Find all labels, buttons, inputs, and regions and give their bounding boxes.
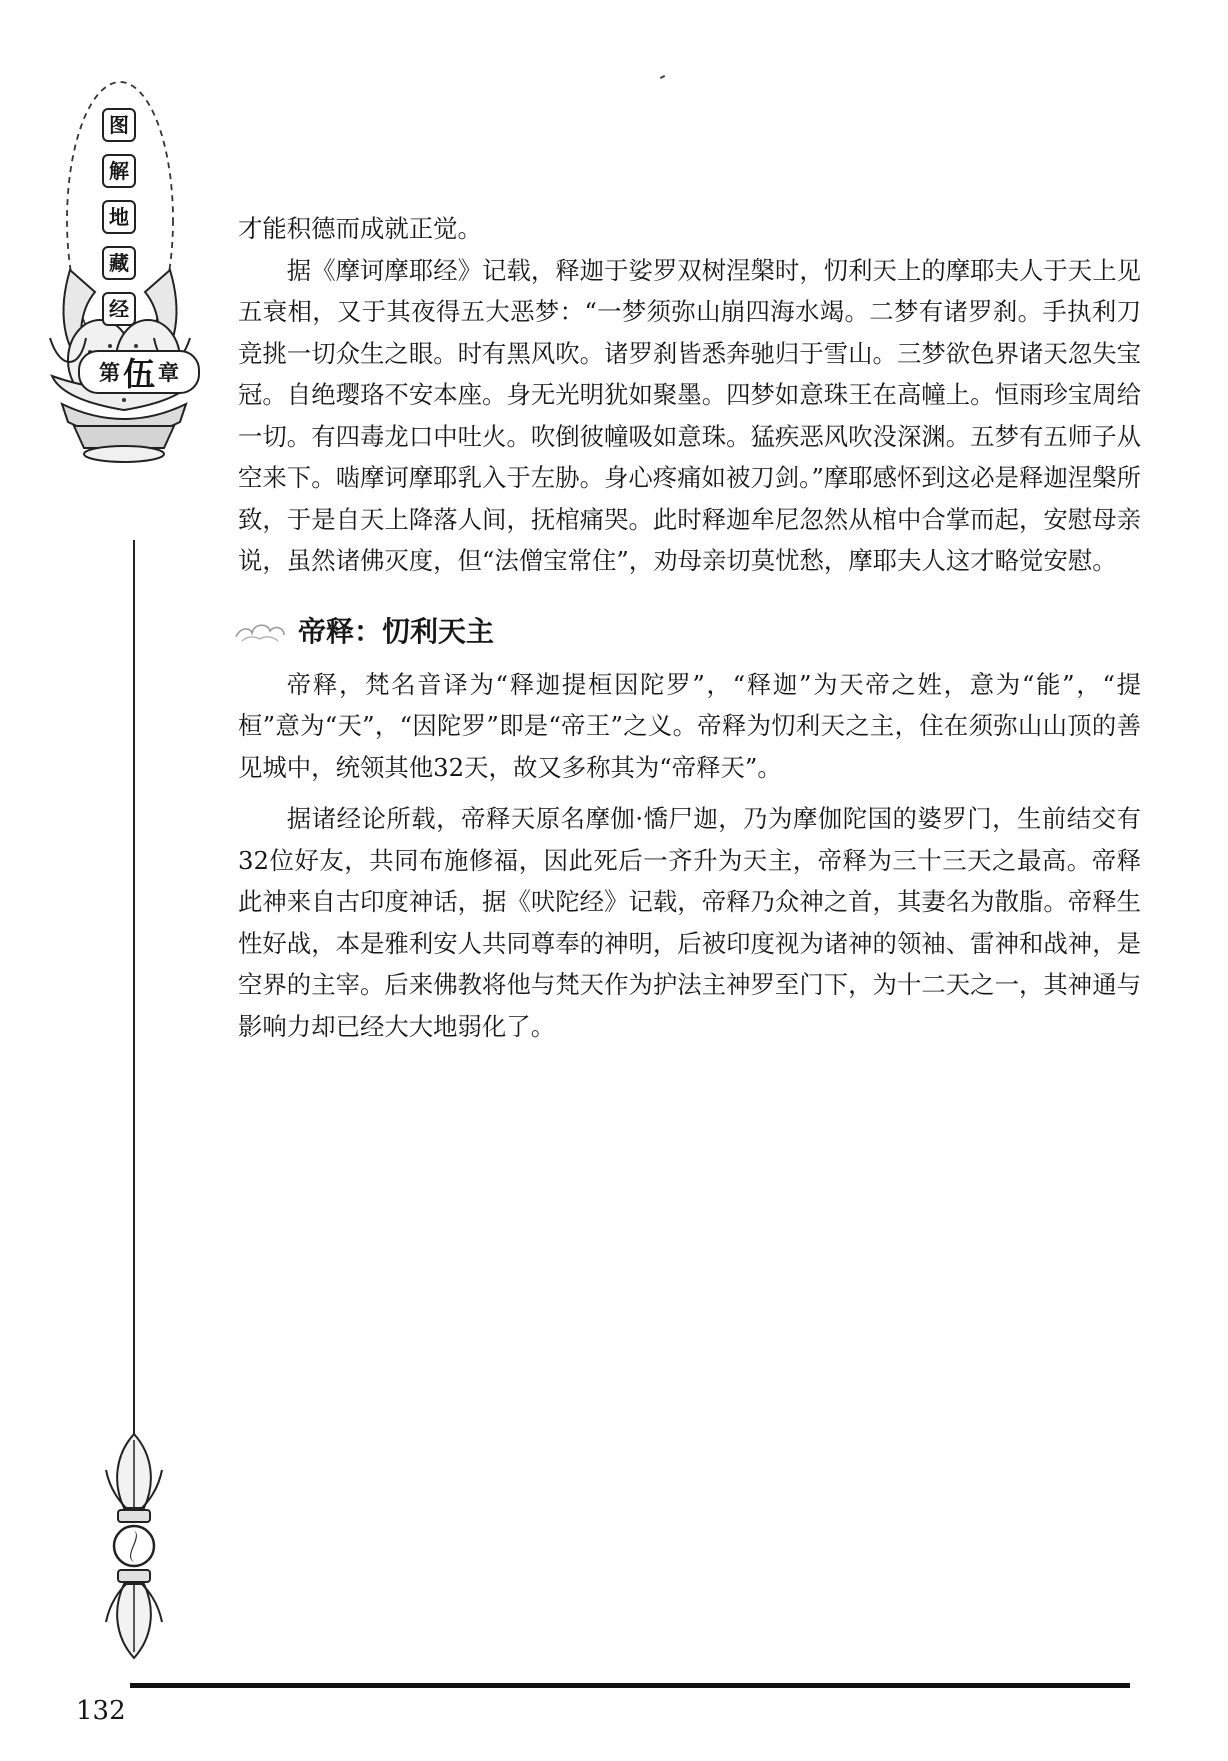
book-title-char: 地 bbox=[102, 200, 136, 234]
main-text bbox=[238, 208, 1141, 1047]
section-heading bbox=[232, 608, 1141, 652]
book-title-char: 藏 bbox=[102, 246, 136, 280]
book-title-char: 经 bbox=[102, 292, 136, 326]
body-paragraph: 帝释，梵名音译为“释迦提桓因陀罗”，“释迦”为天帝之姓，意为“能”，“提桓”意为“天”，“因陀罗”即是“帝王”之义。帝释为忉利天之主，住在须弥山山顶的善见城中，统领其他32天，故又多称其为“帝释天”。 bbox=[238, 669, 1141, 782]
book-title-char: 图 bbox=[102, 108, 136, 142]
body-paragraph: 据《摩诃摩耶经》记载，释迦于娑罗双树涅槃时，忉利天上的摩耶夫人于天上见五衰相，又于其夜得五大恶梦：“一梦须弥山崩四海水竭。二梦有诸罗刹。手执利刀竞挑一切众生之眼。时有黑风吹。诸罗刹皆悉奔驰归于雪山。三梦欲色界诸天忽失宝冠。自绝璎珞不安本座。身无光明犹如聚墨。四梦如意珠王在高幢上。恒雨珍宝周给一切。有四毒龙口中吐火。吹倒彼幢吸如意珠。猛疾恶风吹没深渊。五梦有五师子从空来下。啮摩诃摩耶乳入于左胁。身心疼痛如被刀剑。”摩耶感怀到这必是释迦涅槃所致，于是自天上降落人间，抚棺痛哭。此时释迦牟尼忽然从棺中合掌而起，安慰母亲说，虽然诸佛灭度，但“法僧宝常住”，劝母亲切莫忧愁，摩耶夫人这才略觉安慰。 bbox=[238, 255, 1141, 575]
chapter-prefix: 第 bbox=[98, 361, 120, 385]
vajra-icon bbox=[98, 1430, 170, 1662]
margin-vertical-line bbox=[133, 540, 135, 1440]
chapter-number: 伍 bbox=[122, 355, 155, 393]
scan-speck bbox=[660, 75, 665, 79]
page-number: 132 bbox=[76, 1696, 126, 1726]
book-title-vertical bbox=[101, 108, 137, 326]
chapter-suffix: 章 bbox=[158, 361, 179, 385]
cloud-ornament-icon bbox=[232, 615, 288, 645]
section-title: 帝释：忉利天主 bbox=[298, 614, 495, 648]
body-paragraph: 据诸经论所载，帝释天原名摩伽·憍尸迦，乃为摩伽陀国的婆罗门，生前结交有32位好友，共同布施修福，因此死后一齐升为天主，帝释为三十三天之最高。帝释此神来自古印度神话，据《吠陀经》记载，帝释乃众神之首，其妻名为散脂。帝释生性好战，本是雅利安人共同尊奉的神明，后被印度视为诸神的领袖、雷神和战神，是空界的主宰。后来佛教将他与梵天作为护法主神罗至门下，为十二天之一，其神通与影响力却已经大大地弱化了。 bbox=[238, 804, 1141, 1041]
book-title-char: 解 bbox=[102, 154, 136, 188]
chapter-label bbox=[78, 350, 200, 394]
body-paragraph: 才能积德而成就正觉。 bbox=[238, 214, 482, 243]
footer-rule bbox=[130, 1683, 1130, 1688]
